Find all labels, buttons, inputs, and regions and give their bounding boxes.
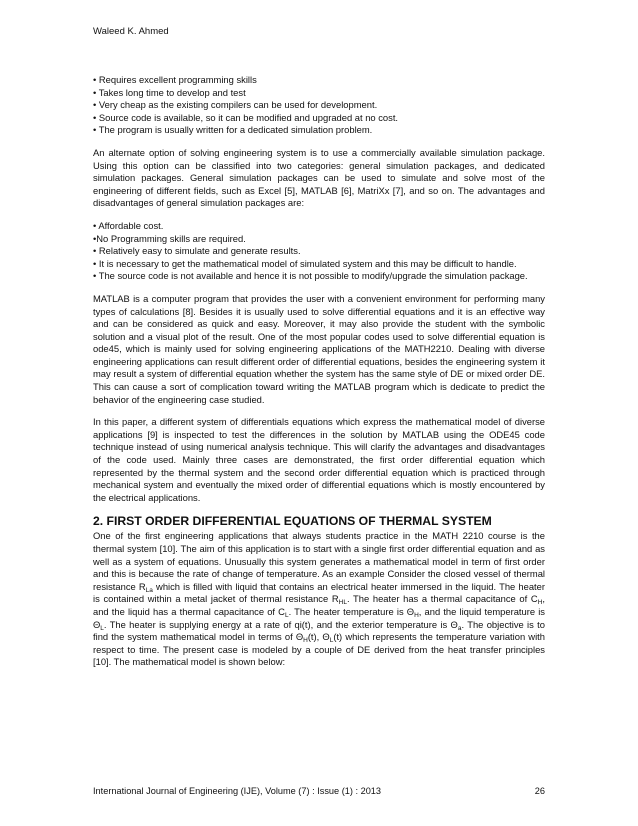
body-content (93, 74, 545, 669)
list-item: •No Programming skills are required. (93, 232, 246, 244)
paragraph-thermal-system: One of the first engineering applications that always students practice in the MATH 2210 course is the thermal system [10]. The aim of this application is to start with a single first order differential equation and as well as a system of equations. Unusually this system generates a mathematical model in term of first order and this is because the rate of change of temperature. As an example Consider the closed vessel of thermal resistance $R_{La}$ which is filled with liquid that contains an electrical heater immersed in the liquid. The heater is contained within a metal jacket of thermal resistance $R_{HL}$. The heater has a thermal capacitance of $C_H$, and the liquid has a thermal capacitance of $C_L$. The heater temperature is $\Theta_H$, and the liquid temperature is $\Theta_L$. The heater is supplying energy at a rate of qi(t), and the exterior temperature is $\Theta_a$. The objective is to find the system mathematical model in terms of $\Theta_H(t)$, $\Theta_L(t)$ which represents the temperature variation with respect to time. The present case is modeled by a couple of DE derived from the heat transfer principles [10]. The mathematical model is shown below: (93, 530, 545, 668)
running-header: Waleed K. Ahmed (93, 26, 169, 37)
list-disadvantages (93, 74, 545, 137)
list-item: • Requires excellent programming skills (93, 74, 257, 85)
list-item: • Very cheap as the existing compilers can be used for development. (93, 99, 378, 111)
list-item: • The program is usually written for a dedicated simulation problem. (93, 124, 373, 136)
list-item: • Source code is available, so it can be modified and upgraded at no cost. (93, 111, 399, 123)
paragraph-this-paper: In this paper, a different system of differentials equations which express the mathematical model of diverse applications [9] is inspected to test the differences in the solution by MATLAB using the ODE45 code technique instead of using numerical analysis technique. This will clarify the advantages and disadvantages of the code used. Mainly three cases are demonstrated, the first order differential equation which represented by the thermal system and the second order differential equation which is practiced through mechanical system and eventually the mixed order of differential equations which is mostly encountered by the electrical applications. (93, 416, 545, 503)
list-item: • Takes long time to develop and test (93, 86, 246, 98)
list-item: • Relatively easy to simulate and generate results. (93, 245, 301, 257)
page-number: 26 (534, 786, 545, 796)
list-item: • It is necessary to get the mathematical model of simulated system and this may be difficult to handle. (93, 257, 517, 269)
list-item: • Affordable cost. (93, 219, 164, 231)
journal-citation: International Journal of Engineering (IJE), Volume (7) : Issue (1) : 2013 (93, 786, 382, 796)
page-footer (93, 786, 545, 796)
paragraph-matlab: MATLAB is a computer program that provides the user with a convenient environment for performing many types of calculations [8]. Besides it is usually used to solve differential equations and it is an effective way and can be considered as quick and easy. Moreover, it may also provide the student with the symbolic solution and a visual plot of the result. One of the most popular codes used to solve differential equation is ode45, which is mainly used for solving engineering applications of the MATH2210. Dealing with diverse engineering applications can result different order of differential equations, besides the engineering system it may result a system of differential equation whether the system has the same style of DE or mixed order DE. This can cause a sort of complication toward writing the MATLAB program which is dedicate to predict the behavior of the engineering case studied. (93, 292, 545, 405)
list-general-packages (93, 220, 545, 283)
section-heading: 2. FIRST ORDER DIFFERENTIAL EQUATIONS OF THERMAL SYSTEM (93, 514, 492, 529)
list-item: • The source code is not available and hence it is not possible to modify/upgrade the simulation package. (93, 270, 528, 282)
paragraph-simulation-packages: An alternate option of solving engineering system is to use a commercially available simulation package. Using this option can be classified into two categories: general simulation packages, and dedicated simulation packages. General simulation packages can be used to simulate and solve most of the engineering of different fields, such as Excel [5], MATLAB [6], MatriXx [7], and so on. The advantages and disadvantages of general simulation packages are: (93, 146, 545, 209)
